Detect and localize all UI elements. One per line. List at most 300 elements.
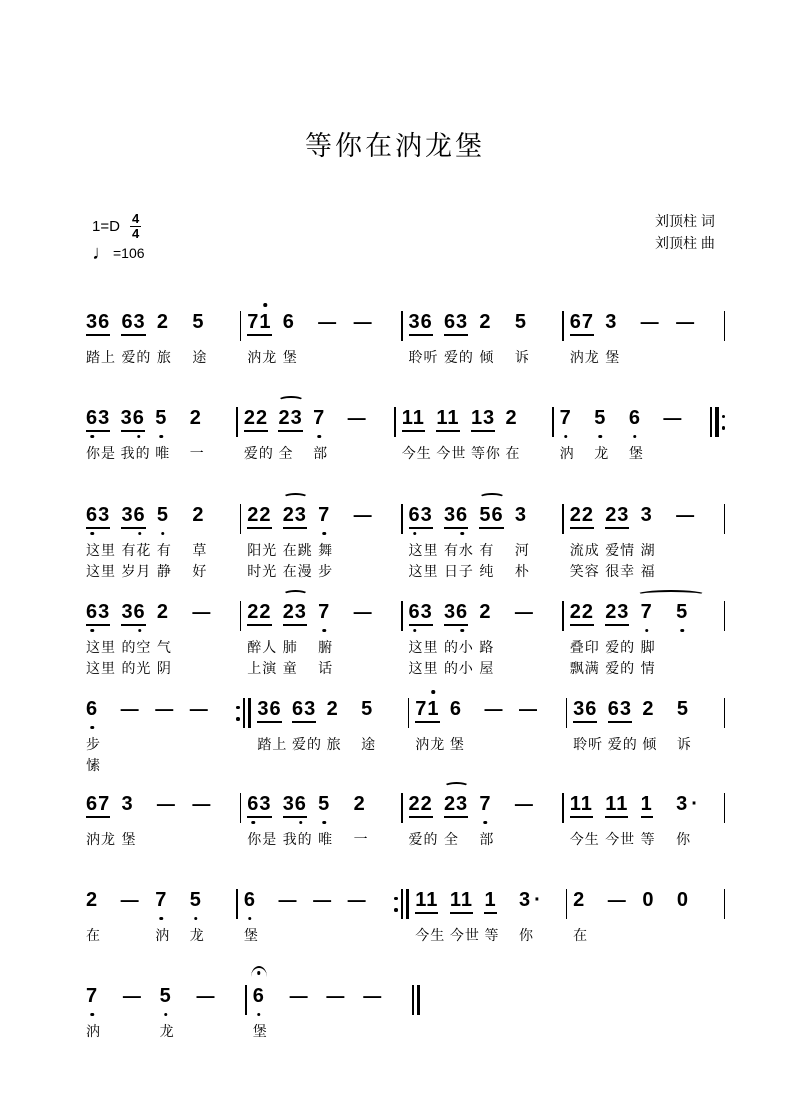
note-number: 7 <box>313 406 325 430</box>
lyric-syllable: 堡 <box>282 349 298 365</box>
note-group <box>605 792 640 829</box>
measure <box>409 888 565 946</box>
note-number: 63 <box>121 310 145 336</box>
duration-dash <box>663 406 698 443</box>
low-octave-dot <box>413 532 417 536</box>
lyric-syllable: 这里 <box>408 542 439 558</box>
lyric-syllable: 堡 <box>252 1023 268 1039</box>
note-number: — <box>122 986 141 1006</box>
barline <box>724 310 726 342</box>
note-number: 7 <box>560 406 572 430</box>
low-octave-dot <box>90 1013 94 1017</box>
low-octave-dot <box>161 532 165 536</box>
high-octave-dot <box>264 303 268 307</box>
lyric-syllable: 聆听 <box>408 349 439 365</box>
measure <box>241 310 401 368</box>
low-octave-dot <box>194 917 198 921</box>
note-group <box>676 792 711 829</box>
composer-credit: 刘顶柱 曲 <box>655 234 715 251</box>
duration-dash <box>676 503 711 540</box>
lyric-syllable: 爱的 <box>607 736 638 752</box>
lyric-syllable: 今世 <box>436 445 467 461</box>
low-octave-dot <box>160 435 164 439</box>
lyric-syllable: 途 <box>361 736 377 752</box>
lyric-syllable: 堡 <box>449 736 465 752</box>
lyricist-credit: 刘顶柱 词 <box>655 213 715 229</box>
note-group <box>157 503 192 540</box>
augmentation-dot: · <box>691 793 699 815</box>
note-group <box>573 888 608 925</box>
note-number: — <box>196 986 215 1006</box>
barline-stroke <box>724 698 726 728</box>
note-number: 3 · <box>676 793 699 815</box>
note-number: — <box>676 312 695 332</box>
note-group <box>318 503 353 540</box>
lyric-syllable: 等你 <box>470 445 501 461</box>
note-number: 7 <box>641 600 653 624</box>
note-number: 56 <box>479 503 503 529</box>
note-number: 5 <box>676 698 690 720</box>
lyric-syllable: 这里 <box>86 639 116 655</box>
barline-stroke <box>417 985 421 1015</box>
lyric-syllable: 你 <box>676 831 692 847</box>
lyric-syllable: 汭 <box>86 1023 101 1039</box>
repeat-begin-barline <box>710 406 725 438</box>
measure <box>80 984 245 1042</box>
duration-dash <box>278 888 313 925</box>
repeat-end-barline <box>236 697 251 729</box>
note-group <box>479 310 514 347</box>
tie-arc <box>444 782 469 791</box>
note-group <box>157 310 192 347</box>
note-number: 7 <box>318 600 330 624</box>
note-group <box>560 406 595 443</box>
note-number: — <box>120 890 139 910</box>
measure <box>567 888 723 946</box>
measure <box>238 406 394 464</box>
note-number: 11 <box>415 888 438 914</box>
note-group <box>253 984 290 1021</box>
lyric-syllable: 叠印 <box>569 639 600 655</box>
lyric-syllable: 一 <box>189 445 205 461</box>
note-number: — <box>353 312 372 332</box>
duration-dash <box>290 984 327 1021</box>
note-number: 63 <box>86 406 110 432</box>
note-number: — <box>519 699 538 719</box>
measure <box>241 792 401 850</box>
quarter-note-icon: ♩ <box>92 241 112 264</box>
measure <box>564 310 724 368</box>
barline-stroke <box>401 889 403 919</box>
repeat-dots <box>236 706 240 721</box>
repeat-dot <box>394 897 398 901</box>
lyric-syllable: 爱的 <box>443 349 474 365</box>
barline-stroke <box>243 698 245 728</box>
note-number: 7 <box>155 888 167 912</box>
barline <box>724 503 726 535</box>
duration-dash <box>348 888 383 925</box>
lyric-syllable: 汭 <box>559 445 575 461</box>
note-group <box>479 792 514 829</box>
lyric-syllable: 今生 <box>569 831 600 847</box>
barline-stroke <box>412 985 414 1015</box>
duration-dash <box>326 984 363 1021</box>
measure <box>403 310 563 368</box>
lyric-syllable: 你是 <box>86 445 116 461</box>
note-group <box>570 792 605 829</box>
lyric-syllable: 好 <box>192 563 208 579</box>
note-group <box>641 600 676 637</box>
note-number: 63 <box>409 600 433 626</box>
low-octave-dot <box>160 917 164 921</box>
low-octave-dot <box>257 1013 261 1017</box>
lyric-syllable: 纯 <box>479 563 495 579</box>
note-number: 2 <box>192 504 205 526</box>
duration-dash <box>515 600 550 637</box>
note-group <box>157 600 192 637</box>
score-line <box>80 984 420 1042</box>
duration-dash <box>354 310 389 347</box>
note-number: 23 <box>605 503 629 529</box>
measure <box>564 503 724 582</box>
lyric-syllable: 汭龙 <box>86 831 116 847</box>
note-group <box>605 503 640 540</box>
note-number: 67 <box>570 310 594 336</box>
song-title: 等你在汭龙堡 <box>305 131 485 161</box>
score-line <box>80 503 725 582</box>
note-number: 1 <box>641 792 653 818</box>
measure <box>241 503 401 582</box>
note-group <box>244 406 279 443</box>
lyric-syllable: 的光 <box>121 660 152 676</box>
note-group <box>471 406 506 443</box>
time-signature-numerator: 4 <box>131 211 140 226</box>
note-number: 36 <box>283 792 307 818</box>
note-group <box>573 697 608 734</box>
note-group <box>354 792 389 829</box>
duration-dash <box>515 792 550 829</box>
lyric-syllable: 今世 <box>449 927 480 943</box>
measure <box>80 888 236 946</box>
measure <box>80 600 240 679</box>
lyric-syllable: 我的 <box>120 445 151 461</box>
augmentation-dot: · <box>534 889 542 911</box>
barline-stroke <box>724 311 726 341</box>
duration-dash <box>155 697 190 734</box>
note-number: 63 <box>86 600 110 626</box>
repeat-dot <box>394 908 398 912</box>
duration-dash <box>608 888 643 925</box>
note-number: 36 <box>409 310 433 336</box>
duration-dash <box>641 310 676 347</box>
measure <box>241 600 401 679</box>
tie-arc <box>283 493 308 502</box>
repeat-dot <box>236 706 240 710</box>
lyric-syllable: 今生 <box>415 927 446 943</box>
note-number: — <box>353 602 372 622</box>
note-number: 5 <box>514 311 527 333</box>
note-group <box>629 406 664 443</box>
lyric-syllable: 堡 <box>243 927 259 943</box>
low-octave-dot <box>164 1013 168 1017</box>
duration-dash <box>192 600 227 637</box>
lyric-syllable: 全 <box>278 445 294 461</box>
measure <box>80 792 240 850</box>
repeat-dot <box>722 426 726 430</box>
note-number: 36 <box>573 697 597 723</box>
rest-note <box>677 888 712 925</box>
note-number: 2 <box>156 601 169 623</box>
measure <box>80 503 240 582</box>
rest-note <box>642 888 677 925</box>
duration-dash <box>354 503 389 540</box>
lyric-syllable: 有水 <box>443 542 474 558</box>
barline <box>724 888 726 920</box>
low-octave-dot <box>413 629 417 633</box>
lyric-syllable: 在 <box>505 445 521 461</box>
note-number: 6 <box>449 698 462 720</box>
note-number: — <box>347 890 366 910</box>
low-octave-dot <box>90 532 94 536</box>
low-octave-dot <box>248 917 252 921</box>
lyric-syllable: 的小 <box>443 660 474 676</box>
note-number: 6 <box>282 311 295 333</box>
low-octave-dot <box>138 532 142 536</box>
lyric-syllable: 阴 <box>156 660 172 676</box>
note-number: 22 <box>244 406 268 432</box>
note-number: 22 <box>247 600 271 626</box>
score-line <box>80 792 725 850</box>
note-group <box>444 792 479 829</box>
repeat-dots <box>722 415 726 430</box>
note-group <box>409 310 444 347</box>
lyric-syllable: 今世 <box>605 831 636 847</box>
lyric-syllable: 这里 <box>86 542 116 558</box>
low-octave-dot <box>564 435 568 439</box>
note-number: 63 <box>608 697 632 723</box>
lyric-syllable: 在 <box>573 927 589 943</box>
lyric-syllable: 汭龙 <box>569 349 600 365</box>
note-number: — <box>155 699 174 719</box>
note-number: 36 <box>86 310 110 336</box>
note-group <box>444 600 479 637</box>
note-number: — <box>192 602 211 622</box>
note-number: 11 <box>402 406 425 432</box>
note-group <box>641 792 676 829</box>
note-number: 6 <box>86 697 98 721</box>
lyric-syllable: 时光 <box>247 563 278 579</box>
note-number: 22 <box>247 503 271 529</box>
measure <box>80 697 236 776</box>
tie-arc <box>278 396 303 405</box>
tempo-value: =106 <box>113 244 145 261</box>
note-group <box>570 600 605 637</box>
measure <box>238 888 394 946</box>
note-group <box>160 984 197 1021</box>
note-number: 5 <box>676 600 688 624</box>
note-number: — <box>640 312 659 332</box>
note-group <box>247 503 282 540</box>
note-number: 5 <box>160 984 172 1008</box>
lyric-syllable: 情 <box>640 660 656 676</box>
note-number: 63 <box>292 697 316 723</box>
lyric-syllable: 倾 <box>642 736 658 752</box>
lyric-syllable: 爱的 <box>121 349 152 365</box>
lyric-syllable: 这里 <box>86 660 116 676</box>
lyric-syllable: 有 <box>156 542 172 558</box>
note-number: 6 <box>244 888 256 912</box>
lyric-syllable: 醉人 <box>247 639 278 655</box>
measure <box>403 792 563 850</box>
score-line <box>80 406 725 464</box>
note-number: 23 <box>283 503 307 529</box>
lyric-syllable: 笑容 <box>569 563 600 579</box>
note-number: — <box>484 699 503 719</box>
lyric-syllable: 的空 <box>121 639 152 655</box>
note-number: 2 <box>479 311 492 333</box>
score-line <box>80 600 725 679</box>
lyric-syllable: 爱的 <box>605 639 636 655</box>
note-group <box>641 503 676 540</box>
note-group <box>86 984 123 1021</box>
lyric-syllable: 汭龙 <box>247 349 278 365</box>
fermata-icon <box>251 966 267 977</box>
lyric-syllable: 上演 <box>247 660 278 676</box>
note-number: 2 <box>326 698 339 720</box>
note-number: 0 <box>642 889 655 911</box>
low-octave-dot <box>599 435 603 439</box>
note-number: — <box>156 794 175 814</box>
note-group <box>283 600 318 637</box>
lyric-syllable: 龙 <box>159 1023 175 1039</box>
note-number: — <box>514 794 533 814</box>
note-number: 36 <box>121 503 145 529</box>
score-line <box>80 697 725 776</box>
note-number: 2 <box>479 601 492 623</box>
note-number: 23 <box>283 600 307 626</box>
low-octave-dot <box>252 821 256 825</box>
low-octave-dot <box>460 532 464 536</box>
note-number: — <box>607 890 626 910</box>
note-group <box>436 406 471 443</box>
note-group <box>283 310 318 347</box>
lyric-syllable: 爱情 <box>605 542 636 558</box>
note-group <box>608 697 643 734</box>
duration-dash <box>363 984 400 1021</box>
note-group <box>292 697 327 734</box>
note-number: 11 <box>436 406 459 432</box>
note-number: 3 · <box>519 889 542 911</box>
lyric-syllable: 在漫 <box>282 563 313 579</box>
measure <box>567 697 723 755</box>
duration-dash <box>192 792 227 829</box>
note-group <box>605 600 640 637</box>
note-number: 22 <box>409 792 433 818</box>
lyric-syllable: 草 <box>192 542 208 558</box>
note-number: 71 <box>415 697 439 723</box>
lyric-syllable: 这里 <box>408 563 439 579</box>
note-number: 2 <box>189 407 202 429</box>
note-group <box>479 600 514 637</box>
note-number: 7 <box>318 503 330 527</box>
note-group <box>121 310 156 347</box>
note-number: — <box>514 602 533 622</box>
lyric-syllable: 童 <box>282 660 298 676</box>
low-octave-dot <box>90 435 94 439</box>
note-number: — <box>347 408 366 428</box>
measure <box>403 503 563 582</box>
lyric-syllable: 步 <box>86 736 101 752</box>
note-group <box>570 310 605 347</box>
duration-dash <box>318 310 353 347</box>
note-group <box>570 503 605 540</box>
low-octave-dot <box>322 532 326 536</box>
lyric-syllable: 湖 <box>640 542 656 558</box>
note-group <box>318 792 353 829</box>
lyric-syllable: 全 <box>443 831 459 847</box>
note-number: 71 <box>247 310 271 336</box>
duration-dash <box>519 697 554 734</box>
note-number: — <box>289 986 308 1006</box>
note-group <box>155 406 190 443</box>
note-number: 22 <box>570 600 594 626</box>
note-group <box>121 600 156 637</box>
note-number: 13 <box>471 406 495 432</box>
duration-dash <box>354 600 389 637</box>
lyric-syllable: 诉 <box>514 349 530 365</box>
low-octave-dot <box>90 629 94 633</box>
note-number: 36 <box>257 697 281 723</box>
lyric-syllable: 很幸 <box>605 563 636 579</box>
note-group <box>318 600 353 637</box>
note-group <box>247 792 282 829</box>
lyric-syllable: 舞 <box>318 542 334 558</box>
note-group <box>594 406 629 443</box>
note-group <box>415 697 450 734</box>
measure <box>396 406 552 464</box>
barline-stroke <box>724 889 726 919</box>
duration-dash <box>676 310 711 347</box>
lyric-syllable: 腑 <box>318 639 334 655</box>
key-signature: 1=D <box>92 218 120 236</box>
lyric-syllable: 有 <box>479 542 495 558</box>
note-number: — <box>192 794 211 814</box>
duration-dash <box>190 697 225 734</box>
note-group <box>327 697 362 734</box>
note-number: 2 <box>642 698 655 720</box>
low-octave-dot <box>90 726 94 730</box>
score-line <box>80 888 725 946</box>
note-number: 5 <box>155 406 167 430</box>
lyric-syllable: 步 <box>318 563 334 579</box>
note-group <box>444 503 479 540</box>
lyric-syllable: 爱的 <box>408 831 439 847</box>
note-group <box>409 503 444 540</box>
lyric-syllable: 堡 <box>605 349 621 365</box>
note-number: — <box>326 986 345 1006</box>
tie-arc <box>283 590 308 599</box>
note-group <box>444 310 479 347</box>
lyric-syllable: 飘满 <box>569 660 600 676</box>
note-group <box>515 503 550 540</box>
lyric-syllable: 聆听 <box>573 736 604 752</box>
lyric-syllable: 唯 <box>318 831 334 847</box>
note-number: 3 <box>514 504 527 526</box>
duration-dash <box>123 984 160 1021</box>
note-group <box>642 697 677 734</box>
note-group <box>121 792 156 829</box>
lyric-syllable: 静 <box>156 563 172 579</box>
